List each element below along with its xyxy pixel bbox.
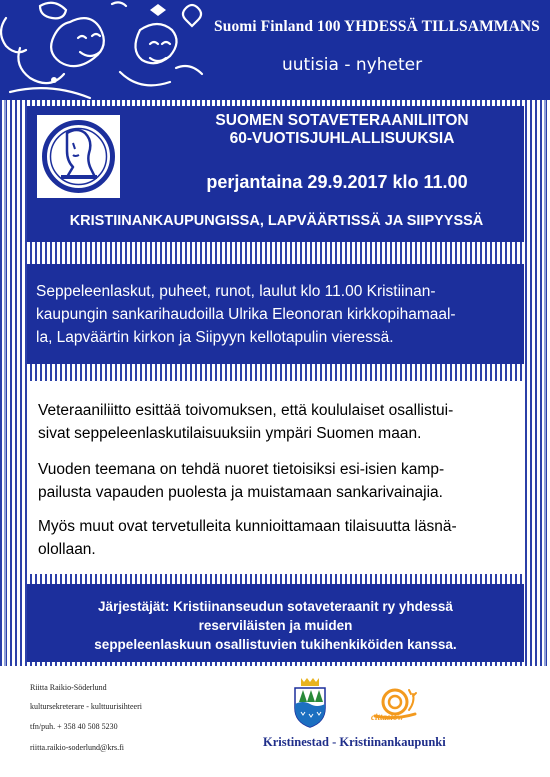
program-text [36,280,516,349]
header-banner [0,0,550,100]
program-line: kaupungin sankarihaudoilla Ulrika Eleonoran kirkkopihamaal- [36,306,456,323]
cittaslow-label: cittaslow [371,712,404,722]
event-box [27,106,524,242]
info-line: sivat seppeleenlaskutilaisuuksiin ympäri Suomen maan. [38,425,422,442]
program-line: Seppeleenlaskut, puheet, runot, laulut klo 11.00 Kristiinan- [36,283,436,300]
veteran-emblem-icon [37,115,120,198]
event-date: perjantaina 29.9.2017 klo 11.00 [206,172,468,192]
program-line: la, Lapväärtin kirkon ja Siipyyn kellotapulin vieressä. [36,329,394,346]
contact-email[interactable]: riitta.raikio-soderlund@krs.fi [30,743,125,752]
kristinestad-crest-icon [291,676,329,728]
info-paragraph [38,515,518,561]
organizers-line: Järjestäjät: Kristiinanseudun sotaveteraanit ry yhdessä [98,599,453,614]
right-border [544,100,546,666]
info-paragraph [38,399,518,445]
info-line: Vuoden teemana on tehdä nuoret tietoisiksi esi-isien kamp- [38,461,445,478]
contact-phone: tfn/puh. + 358 40 508 5230 [30,722,118,731]
info-line: pailusta vapauden puolesta ja muistamaan sankarivainajia. [38,484,443,501]
info-box [27,381,524,574]
info-line: olollaan. [38,541,96,558]
header-subtitle: uutisia - nyheter [282,55,423,75]
town-name: Kristinestad - Kristiinankaupunki [263,735,446,749]
header-title: Suomi Finland 100 YHDESSÄ TILLSAMMANS [214,18,540,35]
finland-100-doodle-icon [0,0,215,100]
info-line: Myös muut ovat tervetulleita kunnioittamaan tilaisuutta läsnä- [38,518,457,535]
event-title-line: SUOMEN SOTAVETERAANILIITON [215,112,469,129]
organizers-line: seppeleenlaskuun osallistuvien tukihenkiköiden kanssa. [94,637,457,652]
info-paragraph [38,458,518,504]
event-places: KRISTIINANKAUPUNGISSA, LAPVÄÄRTISSÄ JA SIIPYYSSÄ [69,213,484,229]
contact-role: kultursekreterare - kulttuurisihteeri [30,702,142,711]
organizers-box [27,584,524,662]
program-box [27,264,524,364]
left-border [4,100,6,666]
event-title [172,112,512,148]
organizers-text [37,597,514,654]
info-line: Veteraaniliitto esittää toivomuksen, että koululaiset osallistui- [38,402,454,419]
contact-name: Riitta Raikio-Söderlund [30,683,107,692]
event-title-line: 60-VUOTISJUHLALLISUUKSIA [229,130,455,147]
organizers-line: reserviläisten ja muiden [198,618,353,633]
